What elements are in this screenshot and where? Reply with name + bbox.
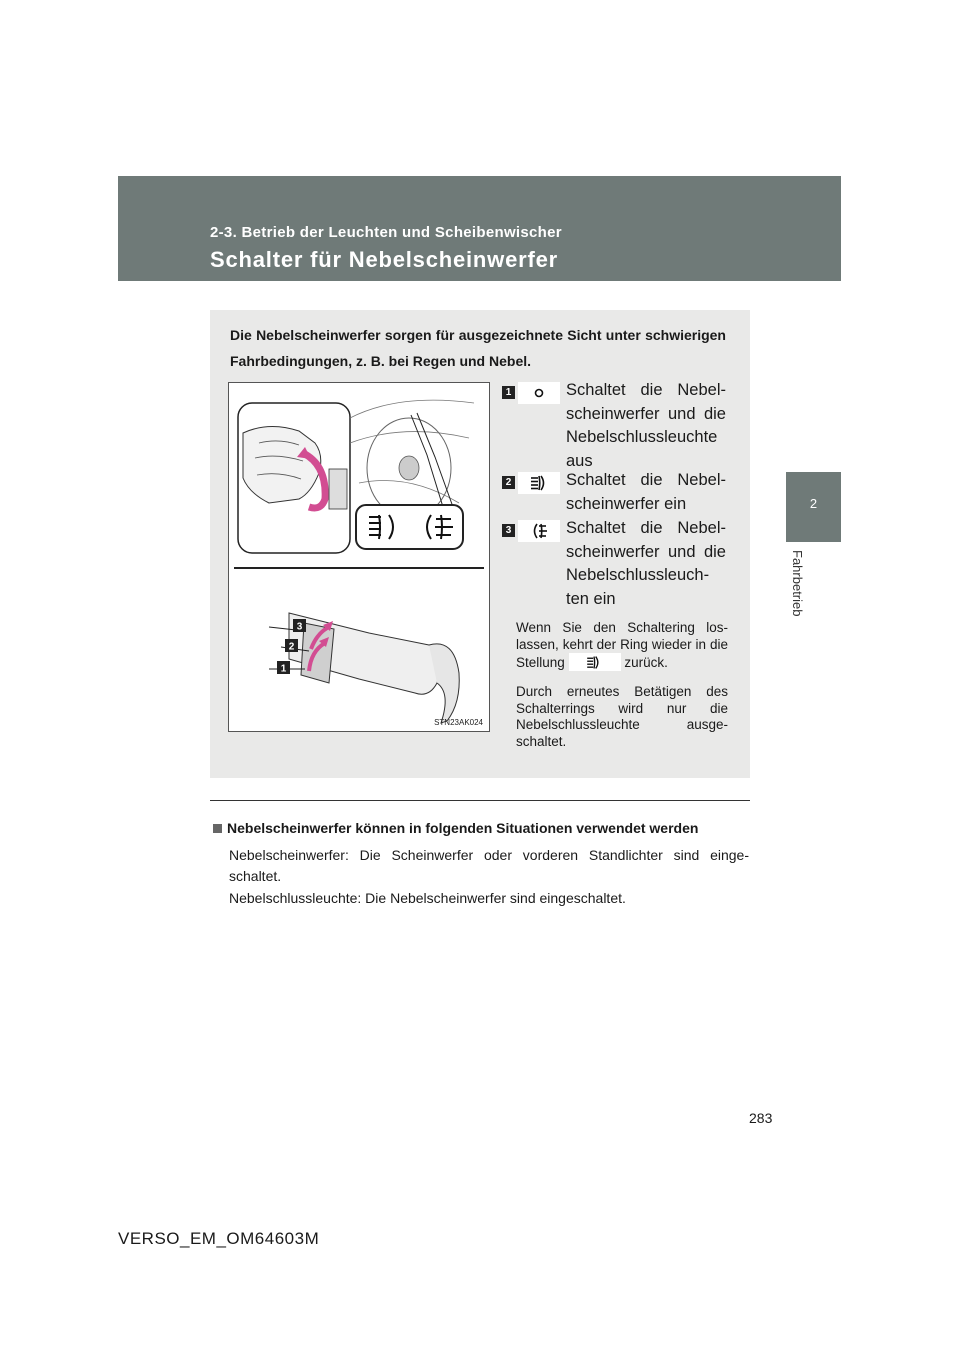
note-release-text-before: Wenn Sie den Schaltering los-lassen, kehrt der Ring wieder in die Stellung xyxy=(516,620,728,670)
section-title: 2-3. Betrieb der Leuchten und Scheibenwischer xyxy=(210,224,562,241)
item-2-text: Schaltet die Nebel-scheinwerfer ein xyxy=(566,471,726,513)
figure-callout-1-label: 1 xyxy=(280,663,287,675)
footer-code: VERSO_EM_OM64603M xyxy=(118,1229,320,1248)
chapter-label: Fahrbetrieb xyxy=(790,550,805,617)
rear-fog-light-icon xyxy=(529,521,549,541)
figure-callout-3-label: 3 xyxy=(296,621,303,633)
item-3-badge: 3 xyxy=(502,524,515,537)
note-release xyxy=(516,620,728,672)
note-rear-off: Durch erneutes Betätigen des Schalterrings wird nur die Nebelschlussleuchte ausge-schaltet. xyxy=(516,684,728,749)
item-3-text: Schaltet die Nebel-scheinwerfer und die Nebelschlussleuch-ten ein xyxy=(566,519,726,608)
figure-code: STN23AK024 xyxy=(434,718,483,727)
item-1-badge: 1 xyxy=(502,386,515,399)
usage-heading xyxy=(213,820,753,836)
page-number: 283 xyxy=(749,1110,773,1126)
intro-text: Die Nebelscheinwerfer sorgen für ausgezeichnete Sicht unter schwierigen Fahrbedingungen, z. B. bei Regen und Nebel. xyxy=(230,327,726,369)
page-header xyxy=(118,176,841,281)
item-1-text: Schaltet die Nebel-scheinwerfer und die Nebelschlussleuchte aus xyxy=(566,381,726,470)
usage-paragraph-2: Nebelschlussleuchte: Die Nebelscheinwerfer sind eingeschaltet. xyxy=(229,890,626,906)
item-2-badge: 2 xyxy=(502,476,515,489)
front-fog-light-icon xyxy=(529,473,549,493)
chapter-tab xyxy=(786,472,841,542)
page-title: Schalter für Nebelscheinwerfer xyxy=(210,247,559,272)
note-release-text-after: zurück. xyxy=(624,655,668,670)
switch-illustration-graphic xyxy=(229,383,489,731)
fog-switch-illustration xyxy=(228,382,490,732)
front-fog-light-icon-inline xyxy=(584,654,604,671)
square-bullet-icon xyxy=(213,824,222,833)
usage-paragraph-1: Nebelscheinwerfer: Die Scheinwerfer oder vorderen Standlichter sind einge-schaltet. xyxy=(229,847,749,884)
usage-heading-text: Nebelscheinwerfer können in folgenden Situationen verwendet werden xyxy=(227,820,699,836)
divider xyxy=(210,800,750,801)
off-position-icon xyxy=(529,383,549,403)
info-box xyxy=(210,310,750,778)
chapter-number: 2 xyxy=(809,496,818,511)
figure-callout-2-label: 2 xyxy=(288,641,295,653)
